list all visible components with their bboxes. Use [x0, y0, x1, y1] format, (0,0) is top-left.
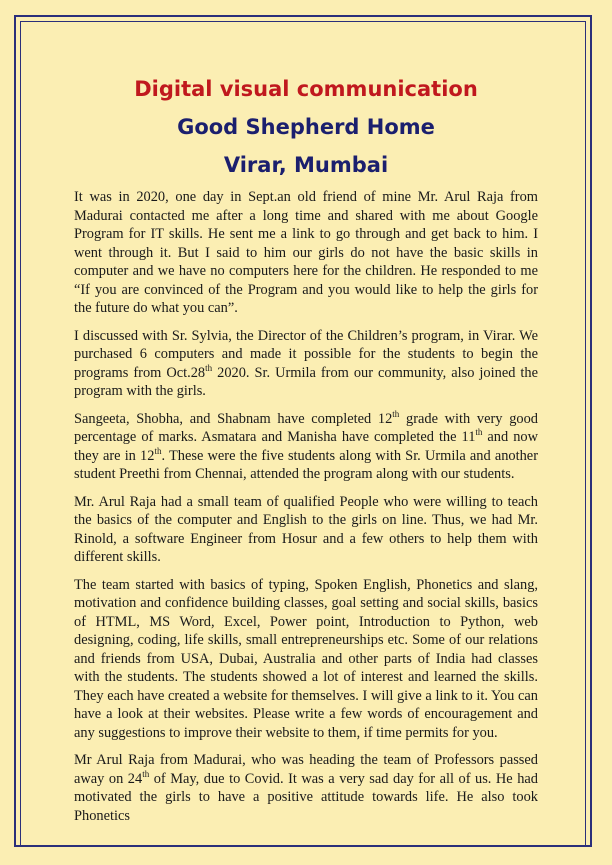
paragraph-2-sup: th [205, 362, 213, 373]
paragraph-2-text-a: I discussed with Sr. Sylvia, the Director of the Children’s program, in Virar. We purchased 6 computers and made it possible for the students to begin the programs from Oct.28 [74, 327, 538, 381]
organization-name: Good Shepherd Home [177, 115, 435, 139]
paragraph-6-text-b: of May, due to Covid. It was a very sad day for all of us. He had motivated the girls to have a positive attitude towards life. He also took Phonetics [74, 770, 538, 824]
paragraph-3-text-c: and now they are in 12 [74, 429, 538, 464]
paragraph-1: It was in 2020, one day in Sept.an old friend of mine Mr. Arul Raja from Madurai contacted me after a long time and shared with me about Google Program for IT skills. He sent me a link to go through and get back to him. I went through it. But I said to him our girls do not have the basic skills in computer and we have no computers here for the children. He responded to me “If you are convinced of the Program and you would like to help the girls for the future do what you can”. [74, 189, 538, 316]
paragraph-6 [74, 751, 538, 825]
paragraph-3-sup-2: th [475, 427, 483, 438]
document-body [74, 74, 538, 834]
paragraph-2 [74, 327, 538, 401]
paragraph-3-text-a: Sangeeta, Shobha, and Shabnam have completed 12 [74, 410, 393, 427]
paragraph-3-text-b: grade with very good percentage of marks. Asmatara and Manisha have completed the 11 [74, 410, 538, 445]
location: Virar, Mumbai [223, 153, 389, 177]
paragraph-3 [74, 410, 538, 484]
document-title: Digital visual communication [134, 77, 478, 101]
paragraph-3-text-d: . These were the five students along with Sr. Urmila and another student Preethi from Chennai, attended the program along with our students. [74, 447, 538, 482]
paragraph-4: Mr. Arul Raja had a small team of qualified People who were willing to teach the basics of the computer and English to the girls on line. Thus, we had Mr. Rinold, a software Engineer from Hosur and a few others to help them with different skills. [74, 493, 538, 565]
paragraph-3-sup-3: th [154, 445, 162, 456]
paragraph-3-sup-1: th [392, 408, 400, 419]
paragraph-5: The team started with basics of typing, Spoken English, Phonetics and slang, motivation and confidence building classes, goal setting and social skills, basics of HTML, MS Word, Excel, Power point, Introduction to Python, web designing, coding, life skills, small entrepreneurships etc. Some of our relations and friends from USA, Dubai, Australia and other parts of India had classes with the students. The students showed a lot of interest and learned the skills. They each have created a website for themselves. I will give a link to it. You can have a look at their websites. Please write a few words of encouragement and any suggestions to improve their website to them, if time permits for you. [74, 576, 538, 741]
paragraph-2-text-b: 2020. Sr. Urmila from our community, also joined the program with the girls. [74, 364, 538, 399]
paragraph-6-sup: th [142, 768, 150, 779]
paragraph-6-text-a: Mr Arul Raja from Madurai, who was heading the team of Professors passed away on 24 [74, 752, 538, 787]
